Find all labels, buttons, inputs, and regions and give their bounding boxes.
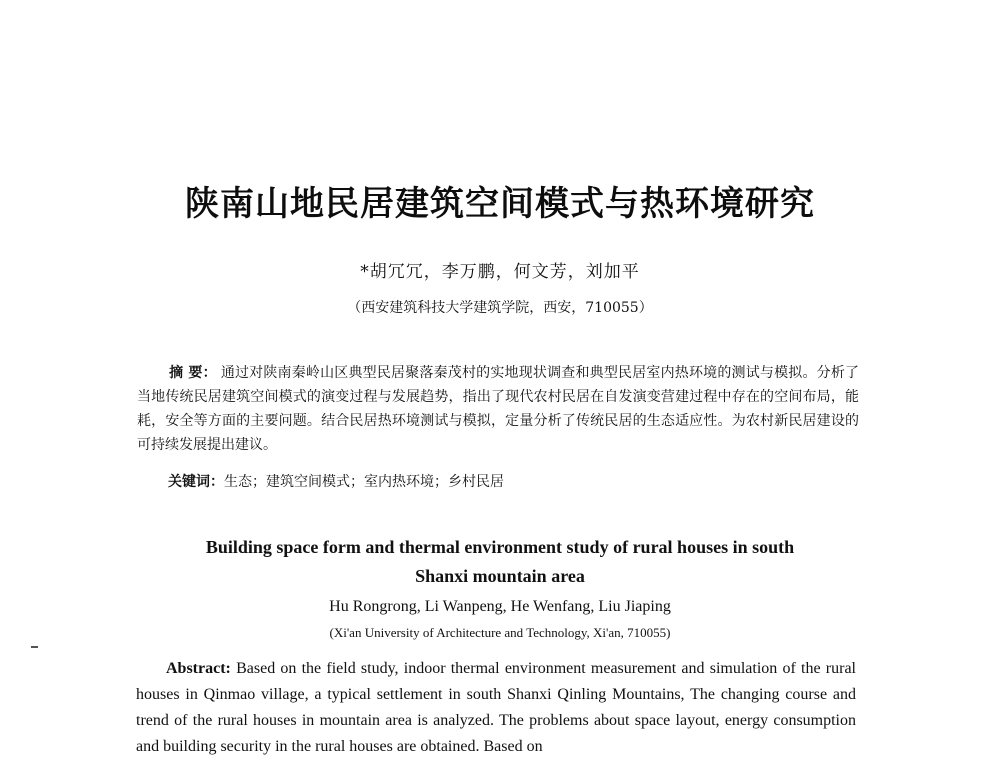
- abstract-english-text: Based on the field study, indoor thermal environment measurement and simulation of the rural houses in Qinmao village, a typical settlement in south Shanxi Qinling Mountains, The changing course and trend of the rural houses in mountain area is analyzed. The problems about space layout, energy consumption and building security in the rural houses are obtained. Based on: [136, 660, 856, 755]
- abstract-english-label: Abstract:: [166, 660, 231, 677]
- affiliation-chinese: （西安建筑科技大学建筑学院，西安，710055）: [347, 300, 653, 316]
- abstract-chinese: [137, 361, 859, 457]
- title-english-line1: Building space form and thermal environment study of rural houses in south: [205, 537, 795, 557]
- abstract-chinese-text: 通过对陕南秦岭山区典型民居聚落秦茂村的实地现状调查和典型民居室内热环境的测试与模拟。分析了当地传统民居建筑空间模式的演变过程与发展趋势，指出了现代农村民居在自发演变营建过程中存在的空间布局，能耗，安全等方面的主要问题。结合民居热环境测试与模拟，定量分析了传统民居的生态适应性。为农村新民居建设的可持续发展提出建议。: [137, 365, 860, 453]
- keywords-chinese: [168, 471, 504, 491]
- abstract-english: [136, 656, 856, 760]
- margin-mark: [31, 646, 38, 648]
- authors-chinese: *胡冗冗，李万鹏，何文芳，刘加平: [360, 262, 640, 282]
- affiliation-english: (Xi'an University of Architecture and Technology, Xi'an, 710055): [329, 625, 671, 640]
- title-english: [0, 533, 1000, 591]
- authors-english: Hu Rongrong, Li Wanpeng, He Wenfang, Liu Jiaping: [329, 598, 671, 615]
- title-chinese: 陕南山地民居建筑空间模式与热环境研究: [185, 184, 815, 224]
- abstract-chinese-label: 摘 要：: [169, 365, 217, 381]
- title-english-line2: Shanxi mountain area: [415, 566, 585, 586]
- keywords-chinese-label: 关键词：: [168, 474, 224, 490]
- keywords-chinese-text: 生态；建筑空间模式；室内热环境；乡村民居: [224, 474, 504, 490]
